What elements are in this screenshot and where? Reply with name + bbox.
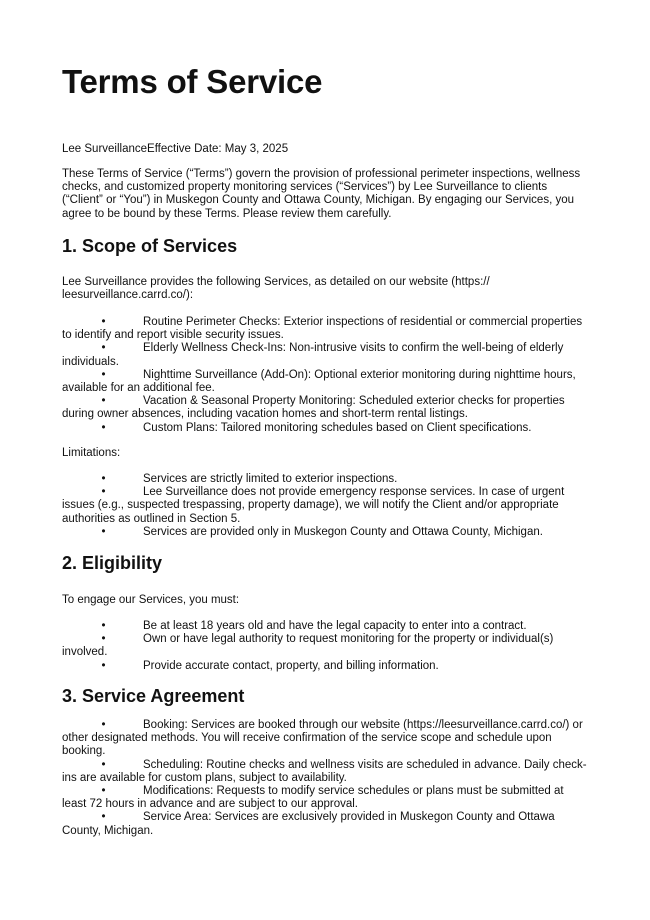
- bullet-marker: •: [101, 316, 106, 328]
- list-item-text: Service Area: Services are exclusively provided in Muskegon County and Ottawa County, Michigan.: [62, 811, 555, 837]
- list-item-text: Modifications: Requests to modify service schedules or plans must be submitted at least 72 hours in advance and are subject to our approval.: [62, 785, 564, 811]
- list-item-text: Elderly Wellness Check-Ins: Non-intrusive visits to confirm the well-being of elderly individuals.: [62, 342, 564, 368]
- bullet-marker: •: [101, 758, 106, 771]
- bullet-marker: •: [101, 342, 106, 355]
- list-item-text: Nighttime Surveillance (Add-On): Optional exterior monitoring during nighttime hours, available for an additional fee.: [62, 368, 576, 395]
- section-heading-scope: 1. Scope of Services: [62, 236, 238, 256]
- list-item-text: Services are provided only in Muskegon County and Ottawa County, Michigan.: [143, 525, 543, 538]
- bullet-marker: •: [101, 421, 106, 434]
- list-item-text: Provide accurate contact, property, and billing information.: [143, 659, 439, 672]
- eligibility-lead-paragraph: To engage our Services, you must:: [62, 594, 240, 606]
- list-item: [62, 620, 590, 633]
- bullet-marker: •: [101, 395, 106, 408]
- eligibility-list: [62, 620, 590, 673]
- list-item-text: Scheduling: Routine checks and wellness visits are scheduled in advance. Daily check-ins are available for custom plans, subject to availability.: [62, 758, 587, 784]
- list-item: [62, 422, 590, 435]
- list-item: [62, 759, 590, 785]
- effective-date-line: Lee SurveillanceEffective Date: May 3, 2025: [62, 143, 289, 155]
- list-item: [62, 719, 590, 759]
- list-item: [62, 486, 590, 526]
- bullet-marker: •: [101, 620, 106, 632]
- list-item: [62, 316, 590, 342]
- limitations-label: Limitations:: [62, 447, 121, 459]
- list-item: [62, 526, 590, 539]
- list-item: [62, 342, 590, 368]
- section-heading-eligibility: 2. Eligibility: [62, 553, 163, 573]
- bullet-marker: •: [101, 525, 106, 538]
- list-item: [62, 395, 590, 421]
- bullet-marker: •: [101, 368, 106, 381]
- limitations-list: [62, 473, 590, 539]
- bullet-marker: •: [101, 659, 106, 672]
- list-item: [62, 660, 590, 673]
- list-item-text: Custom Plans: Tailored monitoring schedules based on Client specifications.: [143, 421, 532, 434]
- list-item-text: Lee Surveillance does not provide emergency response services. In case of urgent issues (e.g., suspected trespassing, property damage), we will notify the Client and/or appropriate authorities as outlined in Section 5.: [62, 486, 565, 525]
- bullet-marker: •: [101, 811, 106, 824]
- list-item-text: Be at least 18 years old and have the legal capacity to enter into a contract.: [143, 620, 527, 632]
- bullet-marker: •: [101, 785, 106, 798]
- list-item-text: Services are strictly limited to exterior inspections.: [143, 473, 398, 485]
- list-item-text: Own or have legal authority to request monitoring for the property or individual(s) involved.: [62, 633, 554, 659]
- list-item-text: Routine Perimeter Checks: Exterior inspections of residential or commercial properties to identify and report visible security issues.: [62, 316, 583, 342]
- section-heading-service-agreement: 3. Service Agreement: [62, 686, 245, 706]
- list-item: [62, 369, 590, 395]
- page-title: Terms of Service: [62, 63, 323, 100]
- list-item: [62, 473, 590, 486]
- bullet-marker: •: [101, 486, 106, 499]
- list-item: [62, 633, 590, 659]
- bullet-marker: •: [101, 719, 106, 731]
- list-item-text: Booking: Services are booked through our website (https://leesurveillance.carrd.co/) or other designated methods. You will receive confirmation of the service scope and schedule upon booking.: [62, 719, 583, 758]
- scope-services-list: [62, 316, 590, 435]
- list-item-text: Vacation & Seasonal Property Monitoring: Scheduled exterior checks for properties during owner absences, including vacation homes and short-term rental listings.: [62, 395, 565, 421]
- intro-paragraph: These Terms of Service (“Terms”) govern the provision of professional perimeter inspections, wellness checks, and customized property monitoring services (“Services”) by Lee Surveillance to clients (“Client” or “You”) in Muskegon County and Ottawa County, Michigan. By engaging our Services, you agree to be bound by these Terms. Please review them carefully.: [62, 168, 581, 220]
- service-agreement-list: [62, 719, 590, 838]
- bullet-marker: •: [101, 633, 106, 646]
- list-item: [62, 785, 590, 811]
- list-item: [62, 811, 590, 837]
- scope-lead-paragraph: Lee Surveillance provides the following Services, as detailed on our website (https:// leesurveillance.carrd.co/):: [62, 276, 490, 302]
- bullet-marker: •: [101, 473, 106, 485]
